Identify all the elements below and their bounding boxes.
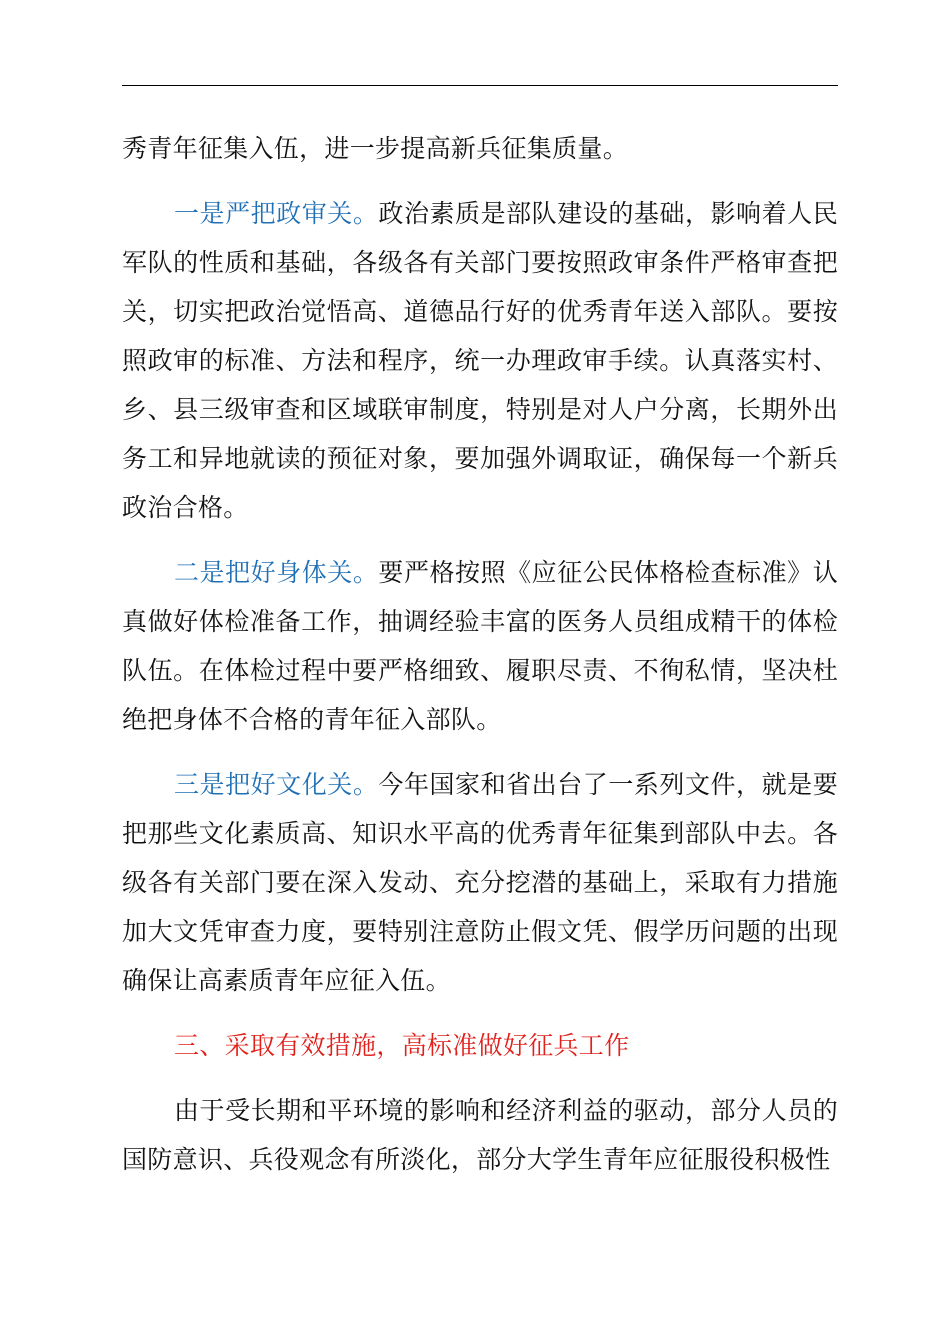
item-paragraph-education-check bbox=[122, 760, 838, 1005]
document-body bbox=[122, 124, 838, 1184]
item-body: 今年国家和省出台了一系列文件，就是要把那些文化素质高、知识水平高的优秀青年征集到部队中去。各级各有关部门要在深入发动、充分挖潜的基础上，采取有力措施加大文凭审查力度，要特别注意防止假文凭、假学历问题的出现确保让高素质青年应征入伍。 bbox=[122, 770, 838, 995]
item-paragraph-political-review bbox=[122, 189, 838, 532]
continuation-paragraph: 秀青年征集入伍，进一步提高新兵征集质量。 bbox=[122, 134, 629, 163]
item-paragraph-physical-check bbox=[122, 548, 838, 744]
item-heading: 三是把好文化关。 bbox=[174, 770, 379, 799]
item-body: 政治素质是部队建设的基础，影响着人民军队的性质和基础，各级各有关部门要按照政审条件严格审查把关，切实把政治觉悟高、道德品行好的优秀青年送入部队。要按照政审的标准、方法和程序，统一办理政审手续。认真落实村、乡、县三级审查和区域联审制度，特别是对人户分离，长期外出务工和异地就读的预征对象，要加强外调取证，确保每一个新兵政治合格。 bbox=[122, 199, 838, 522]
item-heading: 二是把好身体关。 bbox=[174, 558, 379, 587]
header-rule bbox=[122, 85, 838, 86]
final-paragraph: 由于受长期和平环境的影响和经济利益的驱动，部分人员的国防意识、兵役观念有所淡化，部分大学生青年应征服役积极性 bbox=[122, 1096, 838, 1174]
item-body: 要严格按照《应征公民体格检查标准》认真做好体检准备工作，抽调经验丰富的医务人员组成精干的体检队伍。在体检过程中要严格细致、履职尽责、不徇私情，坚决杜绝把身体不合格的青年征入部队。 bbox=[122, 558, 838, 734]
item-heading: 一是严把政审关。 bbox=[174, 199, 379, 228]
section-heading: 三、采取有效措施，高标准做好征兵工作 bbox=[174, 1031, 630, 1060]
